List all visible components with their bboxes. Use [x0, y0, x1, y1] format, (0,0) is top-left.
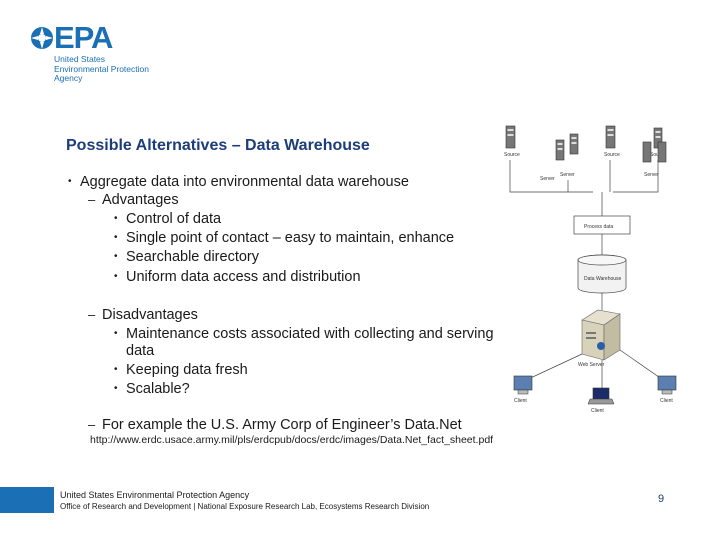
- bullet-disadvantages-text: Disadvantages: [102, 307, 198, 323]
- client-label-3: Client: [660, 398, 673, 404]
- bullet-dis-3: • Scalable?: [114, 381, 190, 397]
- bullet-adv-4: • Uniform data access and distribution: [114, 269, 361, 285]
- logo-line-1: United States: [54, 54, 106, 64]
- bullet-dis-1: • Maintenance costs associated with collecting and serving: [114, 326, 494, 342]
- source-tower-icon: [506, 126, 515, 148]
- bullet-example: – For example the U.S. Army Corp of Engineer’s Data.Net: [88, 417, 462, 433]
- bullet-aggregate: • Aggregate data into environmental data warehouse: [68, 174, 409, 190]
- epa-flower-icon: [30, 26, 54, 50]
- logo-line-3: Agency: [54, 73, 83, 83]
- footer-divider: [53, 487, 54, 513]
- epa-logo: [30, 20, 170, 83]
- page-number: 9: [658, 493, 665, 505]
- client-laptop-icon: [588, 388, 614, 404]
- architecture-diagram: [498, 120, 710, 416]
- data-warehouse-label: Data Warehouse: [584, 276, 622, 282]
- server-label-2: Server: [644, 172, 659, 178]
- client-computer-icon: [514, 376, 532, 394]
- source-label-2: Source: [604, 152, 620, 158]
- slide-title: Possible Alternatives – Data Warehouse: [66, 137, 370, 154]
- bullet-disadvantages: – Disadvantages: [88, 307, 198, 323]
- web-server-icon: [582, 310, 620, 360]
- data-warehouse-cylinder: [578, 255, 626, 293]
- logo-subtitle: [54, 55, 149, 84]
- footer-organization: United States Environmental Protection Agency: [60, 490, 250, 500]
- footer-accent-bar: [0, 487, 53, 513]
- server-label-1: Server: [560, 172, 575, 178]
- client-computer-icon: [658, 376, 676, 394]
- bullet-advantages: – Advantages: [88, 192, 179, 208]
- client-label-1: Client: [514, 398, 527, 404]
- bullet-adv-2-text: Single point of contact – easy to maintain, enhance: [126, 230, 455, 246]
- bullet-example-text: For example the U.S. Army Corp of Engineer’s Data.Net: [102, 417, 462, 433]
- reference-link[interactable]: http://www.erdc.usace.army.mil/pls/erdcpub/docs/erdc/images/Data.Net_fact_sheet.pdf: [90, 434, 494, 446]
- client-label-2: Client: [591, 408, 604, 414]
- bullet-adv-3: • Searchable directory: [114, 249, 259, 265]
- bullet-dis-3-text: Scalable?: [126, 381, 190, 397]
- source-label-1: Source: [504, 152, 520, 158]
- logo-line-2: Environmental Protection: [54, 63, 149, 74]
- server-label-3: Server: [540, 176, 555, 182]
- bullet-dis-1-text: Maintenance costs associated with collecting and serving: [126, 326, 494, 342]
- bullet-adv-3-text: Searchable directory: [126, 249, 259, 265]
- footer-office: Office of Research and Development | National Exposure Research Lab, Ecosystems Research Division: [60, 502, 430, 511]
- bullet-advantages-text: Advantages: [102, 192, 179, 208]
- bullet-adv-1-text: Control of data: [126, 211, 222, 227]
- bullet-dis-2-text: Keeping data fresh: [126, 362, 248, 378]
- bullet-adv-1: • Control of data: [114, 211, 222, 227]
- bullet-aggregate-text: Aggregate data into environmental data warehouse: [80, 174, 409, 190]
- process-data-label: Process data: [584, 224, 614, 230]
- bullet-dis-1-cont: data: [126, 343, 155, 359]
- logo-wordmark: EPA: [54, 20, 113, 55]
- bullet-adv-4-text: Uniform data access and distribution: [126, 269, 361, 285]
- bullet-dis-2: • Keeping data fresh: [114, 362, 248, 378]
- web-server-label: Web Server: [578, 362, 605, 368]
- source-tower-icon: [556, 134, 578, 160]
- bullet-adv-2: • Single point of contact – easy to maintain, enhance: [114, 230, 455, 246]
- source-tower-icon: [606, 126, 615, 148]
